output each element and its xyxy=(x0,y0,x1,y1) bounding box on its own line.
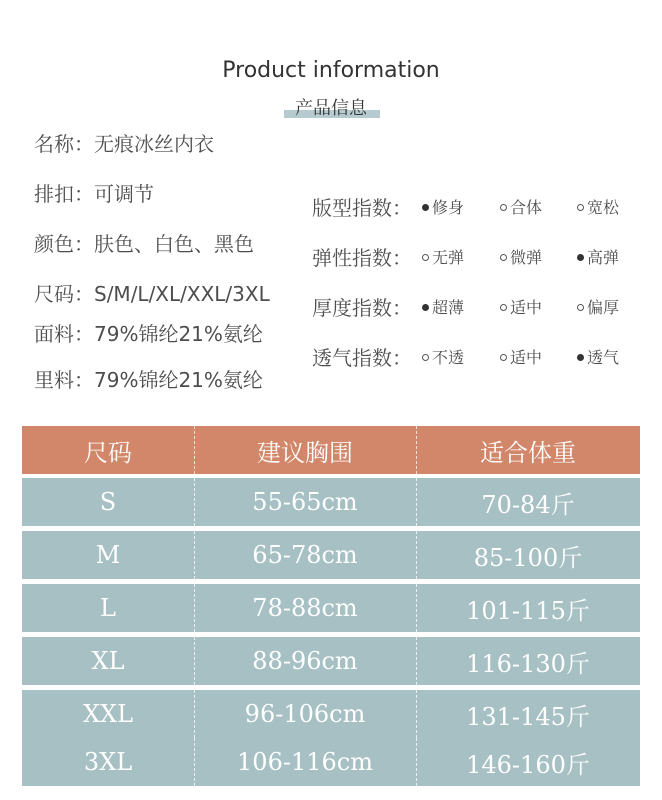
table-cell: 88-96cm xyxy=(252,647,358,675)
column-divider xyxy=(416,738,417,786)
column-divider xyxy=(416,426,417,474)
table-row xyxy=(22,637,640,685)
index-option xyxy=(422,195,464,218)
table-cell: 101-115斤 xyxy=(466,596,590,625)
column-divider xyxy=(416,690,417,738)
radio-dot-icon xyxy=(500,204,507,211)
column-divider xyxy=(194,637,195,685)
spec-label: 颜色： xyxy=(34,232,94,256)
column-divider xyxy=(416,478,417,526)
spec-value: 无痕冰丝内衣 xyxy=(94,132,214,156)
index-option-label: 适中 xyxy=(510,298,543,317)
index-option-label: 修身 xyxy=(432,198,465,217)
table-row xyxy=(22,531,640,579)
header-cell-bust: 建议胸围 xyxy=(257,438,353,467)
radio-dot-icon xyxy=(422,254,429,261)
spec-label: 名称： xyxy=(34,132,94,156)
index-option xyxy=(422,345,464,368)
column-divider xyxy=(194,584,195,632)
radio-dot-icon xyxy=(577,204,584,211)
index-option-label: 微弹 xyxy=(510,248,543,267)
index-option xyxy=(500,345,542,368)
table-cell: 3XL xyxy=(83,748,133,776)
spec-label: 尺码： xyxy=(34,282,94,306)
table-cell: M xyxy=(95,541,121,569)
title-chinese: 产品信息 xyxy=(295,98,367,119)
radio-dot-icon xyxy=(422,204,429,211)
index-option xyxy=(422,245,464,268)
table-cell: XL xyxy=(91,647,125,675)
table-cell: 85-100斤 xyxy=(473,543,583,572)
table-cell: 65-78cm xyxy=(252,541,358,569)
spec-value: 79%锦纶21%氨纶 xyxy=(94,322,263,346)
index-name: 厚度指数： xyxy=(312,296,412,320)
index-option-label: 无弹 xyxy=(432,248,465,267)
table-cell: 96-106cm xyxy=(244,700,366,728)
spec-row-size xyxy=(34,278,270,307)
size-table-header xyxy=(22,426,640,474)
spec-value: 79%锦纶21%氨纶 xyxy=(94,368,263,392)
index-option xyxy=(500,295,542,318)
spec-row-lining xyxy=(34,364,263,393)
table-cell: 55-65cm xyxy=(252,488,358,516)
index-option-label: 合体 xyxy=(510,198,543,217)
spec-label: 里料： xyxy=(34,368,94,392)
spec-row-fabric xyxy=(34,318,263,347)
index-option xyxy=(500,195,542,218)
column-divider xyxy=(194,426,195,474)
radio-dot-icon xyxy=(577,354,584,361)
column-divider xyxy=(194,478,195,526)
table-row xyxy=(22,478,640,526)
table-row xyxy=(22,690,640,738)
column-divider xyxy=(194,690,195,738)
table-cell: XXL xyxy=(82,700,134,728)
index-option-label: 超薄 xyxy=(432,298,465,317)
table-cell: 70-84斤 xyxy=(481,490,575,519)
index-option-label: 偏厚 xyxy=(587,298,620,317)
spec-label: 排扣： xyxy=(34,182,94,206)
table-cell: 146-160斤 xyxy=(466,750,590,779)
radio-dot-icon xyxy=(500,254,507,261)
index-option xyxy=(500,245,542,268)
column-divider xyxy=(416,531,417,579)
column-divider xyxy=(416,584,417,632)
column-divider xyxy=(194,531,195,579)
header-cell-weight: 适合体重 xyxy=(480,438,576,467)
table-cell: 78-88cm xyxy=(252,594,358,622)
table-row xyxy=(22,738,640,786)
table-cell: 131-145斤 xyxy=(466,702,590,731)
radio-dot-icon xyxy=(500,304,507,311)
index-name: 透气指数： xyxy=(312,346,412,370)
column-divider xyxy=(194,738,195,786)
spec-label: 面料： xyxy=(34,322,94,346)
spec-value: 肤色、白色、黑色 xyxy=(94,232,254,256)
spec-value: S/M/L/XL/XXL/3XL xyxy=(94,282,270,306)
index-option-label: 宽松 xyxy=(587,198,620,217)
index-option xyxy=(422,295,464,318)
table-cell: L xyxy=(100,594,116,622)
index-option-label: 透气 xyxy=(587,348,620,367)
table-cell: 106-116cm xyxy=(237,748,373,776)
table-row xyxy=(22,584,640,632)
table-cell: S xyxy=(99,488,117,516)
index-option xyxy=(577,195,619,218)
index-option xyxy=(577,245,619,268)
title-english: Product information xyxy=(222,58,440,83)
spec-row-name xyxy=(34,128,214,157)
spec-value: 可调节 xyxy=(94,182,154,206)
index-option-label: 适中 xyxy=(510,348,543,367)
spec-row-clasp xyxy=(34,178,154,207)
header-cell-size: 尺码 xyxy=(84,438,132,467)
radio-dot-icon xyxy=(577,254,584,261)
radio-dot-icon xyxy=(422,354,429,361)
spec-row-color xyxy=(34,228,254,257)
index-option xyxy=(577,345,619,368)
radio-dot-icon xyxy=(422,304,429,311)
index-name: 弹性指数： xyxy=(312,246,412,270)
index-option-label: 高弹 xyxy=(587,248,620,267)
index-option-label: 不透 xyxy=(432,348,465,367)
index-option xyxy=(577,295,619,318)
radio-dot-icon xyxy=(577,304,584,311)
radio-dot-icon xyxy=(500,354,507,361)
column-divider xyxy=(416,637,417,685)
table-cell: 116-130斤 xyxy=(466,649,590,678)
index-name: 版型指数： xyxy=(312,196,412,220)
